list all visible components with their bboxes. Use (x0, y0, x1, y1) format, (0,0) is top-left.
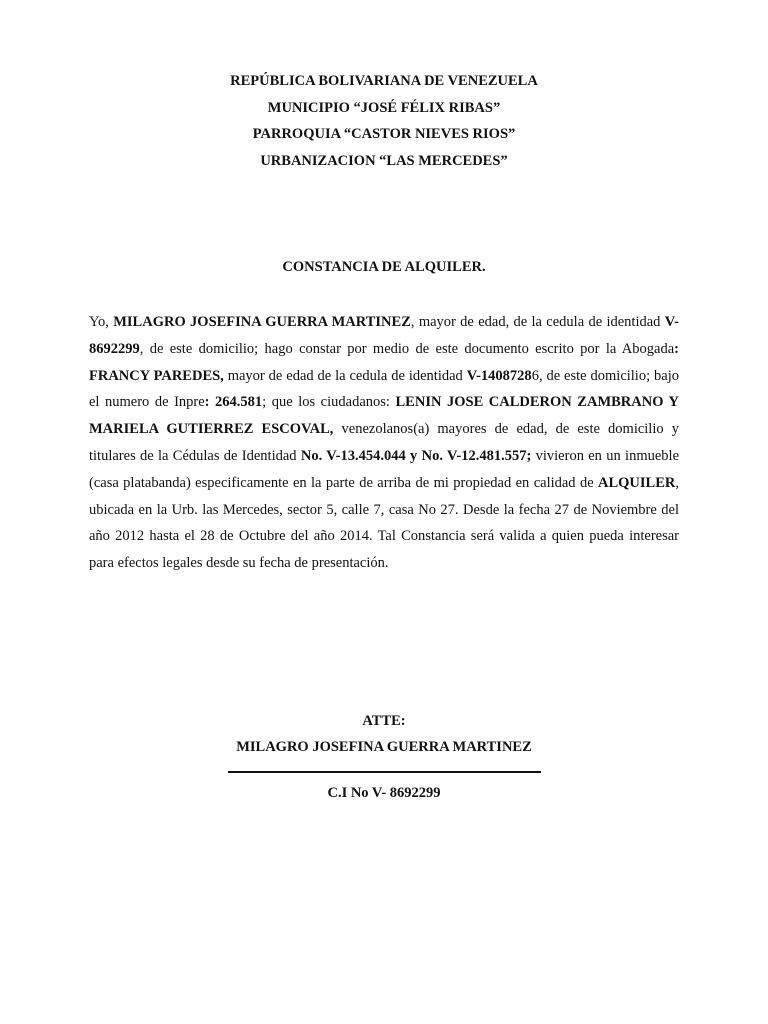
signature-ci: C.I No V- 8692299 (327, 785, 441, 801)
document-title: CONSTANCIA DE ALQUILER. (282, 259, 486, 275)
body-text-7: venezolanos(a) mayores de edad, de este domicilio y titulares de la Cédulas de Identidad (89, 421, 679, 464)
body-bold-name: MILAGRO JOSEFINA GUERRA MARTINEZ (113, 314, 411, 330)
body-bold-lawyer-id: V-1408728 (466, 367, 532, 384)
body-text-4: mayor de edad de la cedula de identidad (223, 367, 467, 384)
body-text-8: vivieron en un inmueble (casa platabanda) especificamente en la parte de arriba de mi propiedad en calidad de (89, 447, 680, 491)
body-bold-tenants: LENIN JOSE CALDERON ZAMBRANO Y MARIELA GUTIERREZ ESCOVAL, (89, 394, 679, 438)
header-parish: PARROQUIA “CASTOR NIEVES RIOS” (252, 126, 516, 142)
signature-atte: ATTE: (362, 713, 406, 729)
signature-block (0, 711, 768, 805)
header-urbanization: URBANIZACION “LAS MERCEDES” (260, 152, 508, 169)
header-municipality: MUNICIPIO “JOSÉ FÉLIX RIBAS” (267, 99, 501, 116)
body-bold-tenant-ids: No. V-13.454.044 y No. V-12.481.557; (300, 447, 532, 464)
body-text-6: ; que los ciudadanos: (262, 394, 396, 411)
body-text-9: , ubicada en la Urb. las Mercedes, sector 5, calle 7, casa No 27. Desde la fecha 27 de Noviembre del año 2012 hasta el 28 de Octubre del año 2014. Tal Constancia será valida a quien pueda interesar para efectos legales desde su fecha de presentación. (89, 474, 679, 572)
body-bold-inpre: : 264.581 (204, 394, 263, 411)
body-text-5: 6, de este domicilio; bajo el numero de Inpre (89, 367, 679, 411)
document-body (89, 309, 679, 577)
body-text-1: Yo, (89, 314, 114, 330)
body-bold-rental: ALQUILER (598, 474, 676, 491)
body-bold-lawyer: : FRANCY PAREDES, (89, 340, 679, 384)
signature-name: MILAGRO JOSEFINA GUERRA MARTINEZ (236, 739, 532, 755)
body-text-3: , de este domicilio; hago constar por medio de este documento escrito por la Abogada (139, 340, 675, 357)
document-header (0, 68, 768, 174)
header-republic: REPÚBLICA BOLIVARIANA DE VENEZUELA (230, 73, 538, 89)
body-text-2: , mayor de edad, de la cedula de identidad (410, 314, 665, 330)
signature-line (228, 771, 541, 783)
body-bold-id: V- 8692299 (89, 314, 679, 357)
